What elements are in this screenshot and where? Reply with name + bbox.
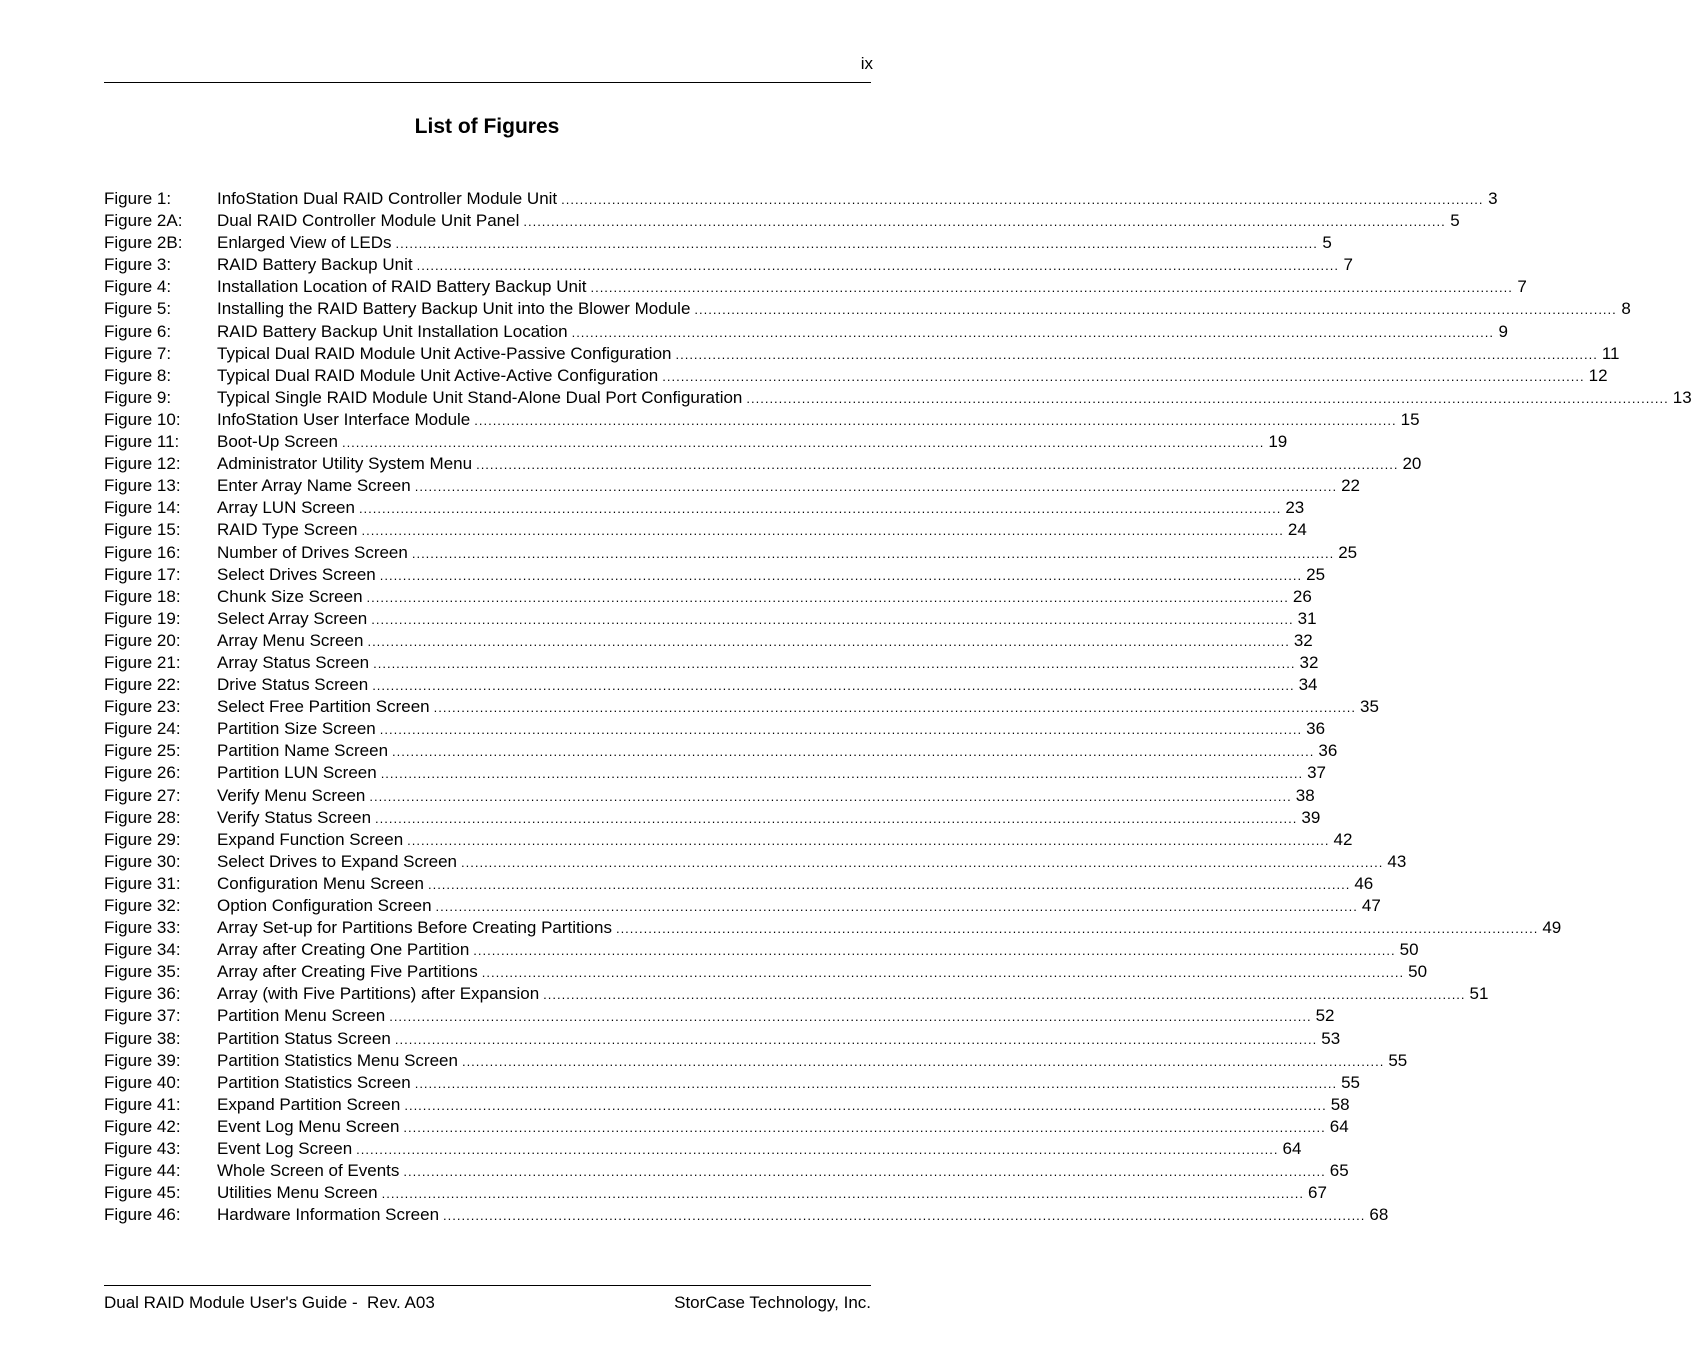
- figure-page-number: 5: [1450, 211, 1460, 231]
- figure-label: Figure 36:: [104, 984, 181, 1004]
- dot-leader: [395, 1029, 1317, 1051]
- figure-page-number: 25: [1338, 542, 1358, 562]
- figure-label: Figure 35:: [104, 962, 181, 982]
- figure-title: Number of Drives Screen: [217, 542, 408, 562]
- dot-leader: [403, 1161, 1325, 1183]
- figure-entry[interactable]: [104, 1116, 1349, 1138]
- figure-page-number: 11: [1601, 343, 1620, 363]
- figure-entry[interactable]: [104, 564, 1326, 586]
- dot-leader: [415, 1073, 1337, 1095]
- dot-leader: [461, 852, 1383, 874]
- dot-leader: [380, 565, 1302, 587]
- figure-title: InfoStation Dual RAID Controller Module Unit: [217, 189, 558, 208]
- figure-page-number: 8: [1621, 299, 1631, 319]
- dot-leader: [412, 543, 1334, 565]
- figure-title: Event Log Menu Screen: [217, 1116, 400, 1136]
- dot-leader: [572, 322, 1494, 344]
- figure-label: Figure 1:: [104, 189, 172, 208]
- dot-leader: [382, 1183, 1304, 1205]
- figure-entry[interactable]: [104, 674, 1318, 696]
- dot-leader: [367, 587, 1289, 609]
- dot-leader: [403, 1117, 1325, 1139]
- figure-entry[interactable]: [104, 785, 1315, 807]
- figure-page-number: 38: [1295, 785, 1315, 805]
- figure-label: Figure 38:: [104, 1028, 181, 1048]
- figure-title: Drive Status Screen: [217, 675, 369, 695]
- figure-entry[interactable]: [104, 365, 1608, 387]
- figure-page-number: 7: [1517, 277, 1527, 297]
- dot-leader: [675, 344, 1597, 366]
- figure-title: Installation Location of RAID Battery Backup Unit: [217, 277, 587, 297]
- figure-entry[interactable]: [104, 1094, 1350, 1116]
- figure-entry[interactable]: [104, 453, 1422, 475]
- figure-label: Figure 2A:: [104, 211, 183, 231]
- figure-entry[interactable]: [104, 298, 1631, 320]
- figure-page-number: 39: [1301, 807, 1321, 827]
- figure-label: Figure 21:: [104, 652, 181, 672]
- figure-title: Select Drives to Expand Screen: [217, 851, 458, 871]
- figure-page-number: 47: [1361, 896, 1381, 915]
- figure-entry[interactable]: [104, 431, 1288, 453]
- figure-entry[interactable]: [104, 630, 1313, 652]
- figure-label: Figure 5:: [104, 299, 172, 319]
- figure-title: Verify Status Screen: [217, 807, 372, 827]
- figure-title: RAID Type Screen: [217, 520, 358, 540]
- figure-title: RAID Battery Backup Unit: [217, 255, 413, 275]
- figure-title: Array after Creating Five Partitions: [217, 962, 478, 982]
- figure-label: Figure 46:: [104, 1205, 181, 1225]
- figure-title: Array after Creating One Partition: [217, 940, 470, 960]
- figure-page-number: 15: [1400, 409, 1420, 429]
- footer-document-title: Dual RAID Module User's Guide - Rev. A03: [104, 1293, 435, 1312]
- figure-page-number: 20: [1402, 454, 1422, 474]
- figure-page-number: 53: [1321, 1028, 1341, 1048]
- figure-entry[interactable]: [104, 497, 1305, 519]
- dot-leader: [371, 609, 1293, 631]
- figure-title: Enlarged View of LEDs: [217, 233, 392, 253]
- figure-title: Configuration Menu Screen: [217, 873, 424, 893]
- figure-page-number: 31: [1297, 608, 1317, 628]
- figure-title: Chunk Size Screen: [217, 586, 363, 606]
- figure-label: Figure 34:: [104, 940, 181, 960]
- figure-title: Array Set-up for Partitions Before Creating Partitions: [217, 918, 612, 938]
- figure-label: Figure 20:: [104, 630, 181, 650]
- figure-list: [104, 188, 1692, 1226]
- figure-entry[interactable]: [104, 1005, 1335, 1027]
- figure-entry[interactable]: [104, 983, 1489, 1005]
- dot-leader: [443, 1205, 1365, 1227]
- figure-label: Figure 25:: [104, 741, 181, 761]
- figure-title: Utilities Menu Screen: [217, 1183, 378, 1203]
- figure-title: Partition Statistics Screen: [217, 1072, 411, 1092]
- figure-entry[interactable]: [104, 1138, 1302, 1160]
- dot-leader: [590, 277, 1512, 299]
- figure-entry[interactable]: [104, 652, 1319, 674]
- dot-leader: [436, 896, 1358, 918]
- figure-page-number: 58: [1330, 1094, 1350, 1114]
- figure-page-number: 42: [1333, 829, 1353, 849]
- figure-title: Partition Menu Screen: [217, 1006, 386, 1026]
- dot-leader: [356, 1139, 1278, 1161]
- dot-leader: [462, 1051, 1384, 1073]
- page-title: List of Figures: [414, 115, 560, 138]
- dot-leader: [616, 918, 1538, 940]
- figure-entry[interactable]: [104, 807, 1321, 829]
- figure-page-number: 36: [1306, 719, 1326, 739]
- figure-title: Enter Array Name Screen: [217, 476, 411, 496]
- figure-page-number: 12: [1588, 365, 1608, 385]
- figure-page-number: 24: [1287, 520, 1307, 540]
- dot-leader: [381, 763, 1303, 785]
- figure-title: Dual RAID Controller Module Unit Panel: [217, 211, 520, 231]
- figure-page-number: 64: [1282, 1139, 1302, 1159]
- figure-label: Figure 31:: [104, 873, 181, 893]
- figure-entry[interactable]: [104, 232, 1332, 254]
- figure-label: Figure 30:: [104, 851, 181, 871]
- figure-label: Figure 42:: [104, 1116, 181, 1136]
- figure-page-number: 26: [1292, 586, 1312, 606]
- figure-page-number: 25: [1306, 564, 1326, 584]
- figure-label: Figure 10:: [104, 409, 181, 429]
- figure-page-number: 43: [1387, 851, 1407, 871]
- figure-entry[interactable]: [104, 608, 1317, 630]
- dot-leader: [359, 498, 1281, 520]
- dot-leader: [361, 520, 1283, 542]
- figure-entry[interactable]: [104, 586, 1312, 608]
- figure-page-number: 55: [1388, 1050, 1408, 1070]
- figure-label: Figure 28:: [104, 807, 181, 827]
- figure-entry[interactable]: [104, 1182, 1327, 1204]
- figure-page-number: 51: [1469, 984, 1489, 1004]
- figure-page-number: 64: [1329, 1116, 1349, 1136]
- figure-label: Figure 44:: [104, 1161, 181, 1181]
- figure-page-number: 22: [1341, 476, 1360, 496]
- figure-entry[interactable]: [104, 961, 1428, 983]
- dot-leader: [476, 454, 1398, 476]
- figure-page-number: 34: [1298, 675, 1318, 695]
- figure-entry[interactable]: [104, 475, 1360, 497]
- figure-label: Figure 18:: [104, 586, 181, 606]
- figure-entry[interactable]: [104, 740, 1338, 762]
- figure-entry[interactable]: [104, 210, 1460, 232]
- figure-entry[interactable]: [104, 718, 1326, 740]
- figure-title: Partition Status Screen: [217, 1028, 391, 1048]
- figure-page-number: 23: [1285, 498, 1305, 518]
- figure-title: Select Drives Screen: [217, 564, 376, 584]
- page-number: ix: [860, 54, 873, 73]
- dot-leader: [367, 631, 1289, 653]
- figure-label: Figure 17:: [104, 564, 181, 584]
- figure-title: Option Configuration Screen: [217, 896, 432, 915]
- figure-title: RAID Battery Backup Unit Installation Location: [217, 321, 568, 341]
- figure-label: Figure 16:: [104, 542, 181, 562]
- dot-leader: [389, 1006, 1311, 1028]
- dot-leader: [375, 808, 1297, 830]
- figure-page-number: 50: [1399, 940, 1419, 960]
- figure-label: Figure 40:: [104, 1072, 181, 1092]
- figure-entry[interactable]: [104, 939, 1419, 961]
- figure-title: Event Log Screen: [217, 1139, 353, 1159]
- figure-page-number: 32: [1299, 652, 1319, 672]
- figure-label: Figure 2B:: [104, 233, 183, 253]
- figure-title: Boot-Up Screen: [217, 432, 338, 452]
- dot-leader: [746, 388, 1668, 410]
- figure-page-number: 68: [1369, 1205, 1389, 1225]
- figure-page-number: 5: [1322, 233, 1332, 253]
- figure-title: Verify Menu Screen: [217, 785, 366, 805]
- figure-title: Partition LUN Screen: [217, 763, 377, 783]
- figure-label: Figure 37:: [104, 1006, 181, 1026]
- dot-leader: [523, 211, 1445, 233]
- dot-leader: [473, 940, 1395, 962]
- figure-entry[interactable]: [104, 829, 1353, 851]
- figure-title: InfoStation User Interface Module: [217, 409, 471, 429]
- figure-entry[interactable]: [104, 1050, 1408, 1072]
- figure-entry[interactable]: [104, 1072, 1360, 1094]
- figure-title: Expand Function Screen: [217, 829, 404, 849]
- figure-page-number: 49: [1542, 918, 1562, 938]
- figure-label: Figure 33:: [104, 918, 181, 938]
- figure-label: Figure 13:: [104, 476, 181, 496]
- footer-company: StorCase Technology, Inc.: [674, 1293, 871, 1312]
- figure-entry[interactable]: [104, 873, 1374, 895]
- figure-entry[interactable]: [104, 917, 1562, 939]
- figure-title: Select Array Screen: [217, 608, 368, 628]
- figure-label: Figure 29:: [104, 829, 181, 849]
- figure-label: Figure 4:: [104, 277, 172, 297]
- figure-label: Figure 19:: [104, 608, 181, 628]
- dot-leader: [407, 830, 1329, 852]
- figure-title: Hardware Information Screen: [217, 1205, 440, 1225]
- figure-entry[interactable]: [104, 851, 1407, 873]
- dot-leader: [415, 476, 1337, 498]
- figure-page-number: 19: [1268, 432, 1288, 452]
- figure-entry[interactable]: [104, 321, 1508, 343]
- figure-label: Figure 23:: [104, 697, 181, 717]
- dot-leader: [372, 675, 1294, 697]
- figure-page-number: 52: [1315, 1006, 1335, 1026]
- figure-label: Figure 3:: [104, 255, 172, 275]
- figure-label: Figure 45:: [104, 1183, 181, 1203]
- dot-leader: [380, 719, 1302, 741]
- figure-entry[interactable]: [104, 762, 1326, 784]
- dot-leader: [662, 366, 1584, 388]
- figure-entry[interactable]: [104, 1160, 1349, 1182]
- dot-leader: [404, 1095, 1326, 1117]
- dot-leader: [373, 653, 1295, 675]
- dot-leader: [694, 299, 1616, 321]
- dot-leader: [342, 432, 1264, 454]
- figure-title: Array LUN Screen: [217, 498, 355, 518]
- footer-rule: [104, 1285, 871, 1286]
- figure-label: Figure 24:: [104, 719, 181, 739]
- figure-page-number: 13: [1672, 387, 1692, 407]
- figure-entry[interactable]: [104, 1204, 1389, 1226]
- figure-entry[interactable]: [104, 343, 1620, 365]
- dot-leader: [417, 255, 1339, 277]
- figure-label: Figure 32:: [104, 896, 181, 915]
- figure-label: Figure 9:: [104, 387, 172, 407]
- figure-label: Figure 15:: [104, 520, 181, 540]
- figure-entry[interactable]: [104, 1028, 1341, 1050]
- dot-leader: [482, 962, 1404, 984]
- figure-page-number: 65: [1329, 1161, 1349, 1181]
- dot-leader: [434, 697, 1356, 719]
- figure-label: Figure 43:: [104, 1139, 181, 1159]
- figure-page-number: 3: [1488, 189, 1498, 208]
- figure-title: Installing the RAID Battery Backup Unit into the Blower Module: [217, 299, 691, 319]
- dot-leader: [396, 233, 1318, 255]
- figure-title: Whole Screen of Events: [217, 1161, 400, 1181]
- figure-label: Figure 11:: [104, 432, 180, 452]
- figure-title: Partition Size Screen: [217, 719, 376, 739]
- figure-page-number: 7: [1343, 255, 1353, 275]
- figure-page-number: 37: [1307, 763, 1326, 783]
- figure-entry[interactable]: [104, 409, 1420, 431]
- figure-entry[interactable]: [104, 696, 1379, 718]
- figure-page-number: 50: [1408, 962, 1428, 982]
- figure-label: Figure 12:: [104, 454, 181, 474]
- figure-label: Figure 27:: [104, 785, 181, 805]
- figure-entry[interactable]: [104, 387, 1692, 409]
- figure-page-number: 55: [1341, 1072, 1360, 1092]
- figure-title: Typical Dual RAID Module Unit Active-Active Configuration: [217, 365, 659, 385]
- dot-leader: [369, 786, 1291, 808]
- figure-label: Figure 26:: [104, 763, 181, 783]
- figure-label: Figure 41:: [104, 1094, 181, 1114]
- figure-page-number: 9: [1498, 321, 1508, 341]
- figure-label: Figure 22:: [104, 675, 181, 695]
- dot-leader: [428, 874, 1350, 896]
- figure-label: Figure 8:: [104, 365, 172, 385]
- figure-entry[interactable]: [104, 254, 1353, 276]
- figure-title: Select Free Partition Screen: [217, 697, 430, 717]
- figure-title: Array (with Five Partitions) after Expansion: [217, 984, 540, 1004]
- figure-page-number: 32: [1293, 630, 1313, 650]
- figure-title: Typical Single RAID Module Unit Stand-Alone Dual Port Configuration: [217, 387, 743, 407]
- figure-title: Expand Partition Screen: [217, 1094, 401, 1114]
- figure-label: Figure 14:: [104, 498, 181, 518]
- header-rule: [104, 82, 871, 83]
- figure-title: Array Status Screen: [217, 652, 370, 672]
- figure-entry[interactable]: [104, 895, 1381, 917]
- figure-title: Partition Statistics Menu Screen: [217, 1050, 458, 1070]
- dot-leader: [543, 984, 1465, 1006]
- figure-label: Figure 6:: [104, 321, 172, 341]
- figure-entry[interactable]: [104, 542, 1358, 564]
- figure-label: Figure 7:: [104, 343, 172, 363]
- dot-leader: [474, 410, 1396, 432]
- figure-page-number: 36: [1318, 741, 1338, 761]
- figure-label: Figure 39:: [104, 1050, 181, 1070]
- figure-title: Partition Name Screen: [217, 741, 389, 761]
- figure-page-number: 46: [1354, 873, 1374, 893]
- figure-title: Administrator Utility System Menu: [217, 454, 473, 474]
- dot-leader: [392, 741, 1314, 763]
- figure-page-number: 67: [1308, 1183, 1327, 1203]
- figure-title: Typical Dual RAID Module Unit Active-Passive Configuration: [217, 343, 672, 363]
- figure-page-number: 35: [1359, 697, 1379, 717]
- figure-entry[interactable]: [104, 188, 1498, 210]
- figure-title: Array Menu Screen: [217, 630, 364, 650]
- dot-leader: [561, 189, 1483, 211]
- figure-entry[interactable]: [104, 519, 1307, 541]
- figure-entry[interactable]: [104, 276, 1527, 298]
